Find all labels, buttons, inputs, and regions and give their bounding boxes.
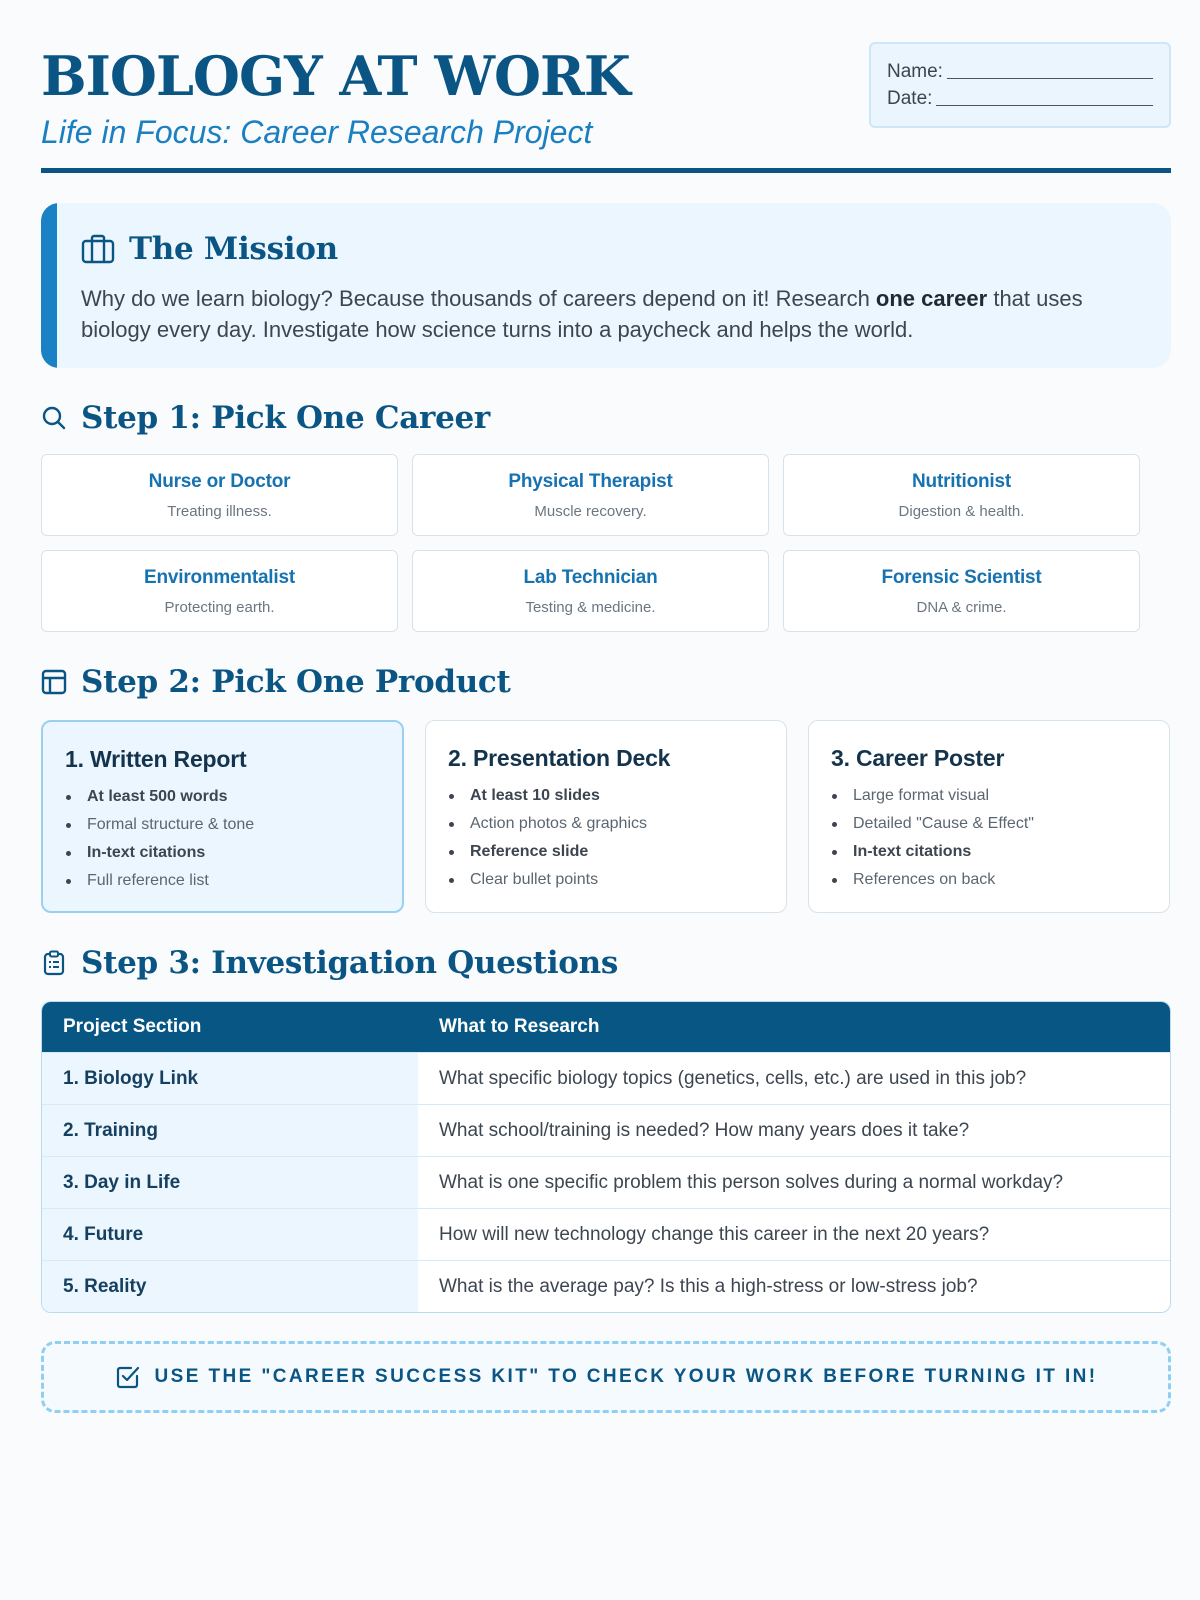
product-title: 2. Presentation Deck <box>448 745 671 771</box>
row-research: What is the average pay? Is this a high-stress or low-stress job? <box>439 1275 978 1297</box>
step2-header <box>41 662 1171 702</box>
success-kit-callout <box>41 1341 1171 1413</box>
mission-accent-bar <box>41 203 57 368</box>
row-section: 1. Biology Link <box>42 1053 418 1104</box>
product-title: 1. Written Report <box>65 746 247 772</box>
list-item: Detailed "Cause & Effect" <box>831 810 1147 838</box>
list-item: In-text citations <box>831 838 1147 866</box>
mission-text-emphasis: one career <box>875 286 988 311</box>
name-line[interactable] <box>887 58 1153 85</box>
row-research: What specific biology topics (genetics, cells, etc.) are used in this job? <box>439 1067 1027 1089</box>
list-item: Reference slide <box>448 838 764 866</box>
list-item: Clear bullet points <box>448 866 764 894</box>
list-item: References on back <box>831 866 1147 894</box>
table-row <box>42 1052 1170 1104</box>
row-research: What school/training is needed? How many years does it take? <box>439 1119 970 1141</box>
career-option[interactable] <box>41 550 398 632</box>
career-desc: Protecting earth. <box>164 599 275 616</box>
career-name: Physical Therapist <box>508 471 673 492</box>
row-section: 3. Day in Life <box>42 1157 418 1208</box>
checkbox-icon <box>115 1364 141 1390</box>
career-option[interactable] <box>41 454 398 536</box>
date-label: Date: <box>887 88 933 109</box>
list-item: At least 500 words <box>65 783 380 811</box>
table-row <box>42 1104 1170 1156</box>
row-research: How will new technology change this career in the next 20 years? <box>439 1223 990 1245</box>
clipboard-icon <box>41 950 67 976</box>
career-option[interactable] <box>412 550 769 632</box>
header-divider <box>41 168 1171 173</box>
row-section: 2. Training <box>42 1105 418 1156</box>
product-title: 3. Career Poster <box>831 745 1005 771</box>
mission-text-part: Why do we learn biology? Because thousands of careers depend on it! Research <box>81 286 876 311</box>
career-name: Lab Technician <box>523 567 658 588</box>
list-item: At least 10 slides <box>448 782 764 810</box>
step1-header <box>41 398 1171 438</box>
table-row <box>42 1156 1170 1208</box>
product-requirements <box>831 782 1147 894</box>
date-blank[interactable] <box>936 85 1153 106</box>
career-desc: Testing & medicine. <box>525 599 656 616</box>
column-header-section: Project Section <box>63 1016 202 1037</box>
table-row <box>42 1260 1170 1312</box>
list-item: Full reference list <box>65 867 380 895</box>
search-icon <box>41 405 67 431</box>
mission-text <box>81 283 1121 345</box>
career-name: Environmentalist <box>144 567 295 588</box>
career-desc: Muscle recovery. <box>534 503 647 520</box>
header <box>41 40 1171 175</box>
career-grid <box>41 454 1171 632</box>
product-requirements <box>448 782 764 894</box>
career-option[interactable] <box>412 454 769 536</box>
product-option-career-poster[interactable] <box>808 720 1170 913</box>
list-item: Action photos & graphics <box>448 810 764 838</box>
table-header <box>42 1002 1170 1052</box>
column-header-research: What to Research <box>439 1016 600 1037</box>
step3-heading: Step 3: Investigation Questions <box>81 945 619 981</box>
table-row <box>42 1208 1170 1260</box>
layout-icon <box>41 669 67 695</box>
row-section: 4. Future <box>42 1209 418 1260</box>
briefcase-icon <box>81 234 115 264</box>
product-option-written-report[interactable] <box>41 720 404 913</box>
list-item: Large format visual <box>831 782 1147 810</box>
product-option-presentation-deck[interactable] <box>425 720 787 913</box>
product-requirements <box>65 783 380 895</box>
callout-text: USE THE "CAREER SUCCESS KIT" TO CHECK YOUR WORK BEFORE TURNING IT IN! <box>154 1366 1098 1387</box>
career-option[interactable] <box>783 454 1140 536</box>
step3-header <box>41 943 1171 983</box>
career-name: Nurse or Doctor <box>148 471 291 492</box>
mission-heading: The Mission <box>129 231 338 267</box>
date-line[interactable] <box>887 85 1153 112</box>
worksheet <box>41 40 1171 1413</box>
product-options <box>41 720 1171 913</box>
row-research: What is one specific problem this person solves during a normal workday? <box>439 1171 1064 1193</box>
mission-header <box>81 231 338 267</box>
page-subtitle: Life in Focus: Career Research Project <box>41 114 593 150</box>
name-date-box <box>869 42 1171 128</box>
step2-heading: Step 2: Pick One Product <box>81 664 511 700</box>
career-name: Nutritionist <box>912 471 1011 492</box>
career-desc: DNA & crime. <box>916 599 1007 616</box>
career-option[interactable] <box>783 550 1140 632</box>
step1-heading: Step 1: Pick One Career <box>81 400 490 436</box>
career-name: Forensic Scientist <box>881 567 1042 588</box>
mission-card <box>41 203 1171 368</box>
name-blank[interactable] <box>947 58 1153 79</box>
questions-table <box>41 1001 1171 1313</box>
row-section: 5. Reality <box>42 1261 418 1312</box>
career-desc: Treating illness. <box>167 503 272 520</box>
name-label: Name: <box>887 61 943 82</box>
list-item: Formal structure & tone <box>65 811 380 839</box>
page-title: BIOLOGY AT WORK <box>41 44 630 108</box>
career-desc: Digestion & health. <box>898 503 1025 520</box>
mission-text-part: that uses biology every day. Investigate how science turns into a paycheck and helps the world. <box>81 286 1083 342</box>
list-item: In-text citations <box>65 839 380 867</box>
